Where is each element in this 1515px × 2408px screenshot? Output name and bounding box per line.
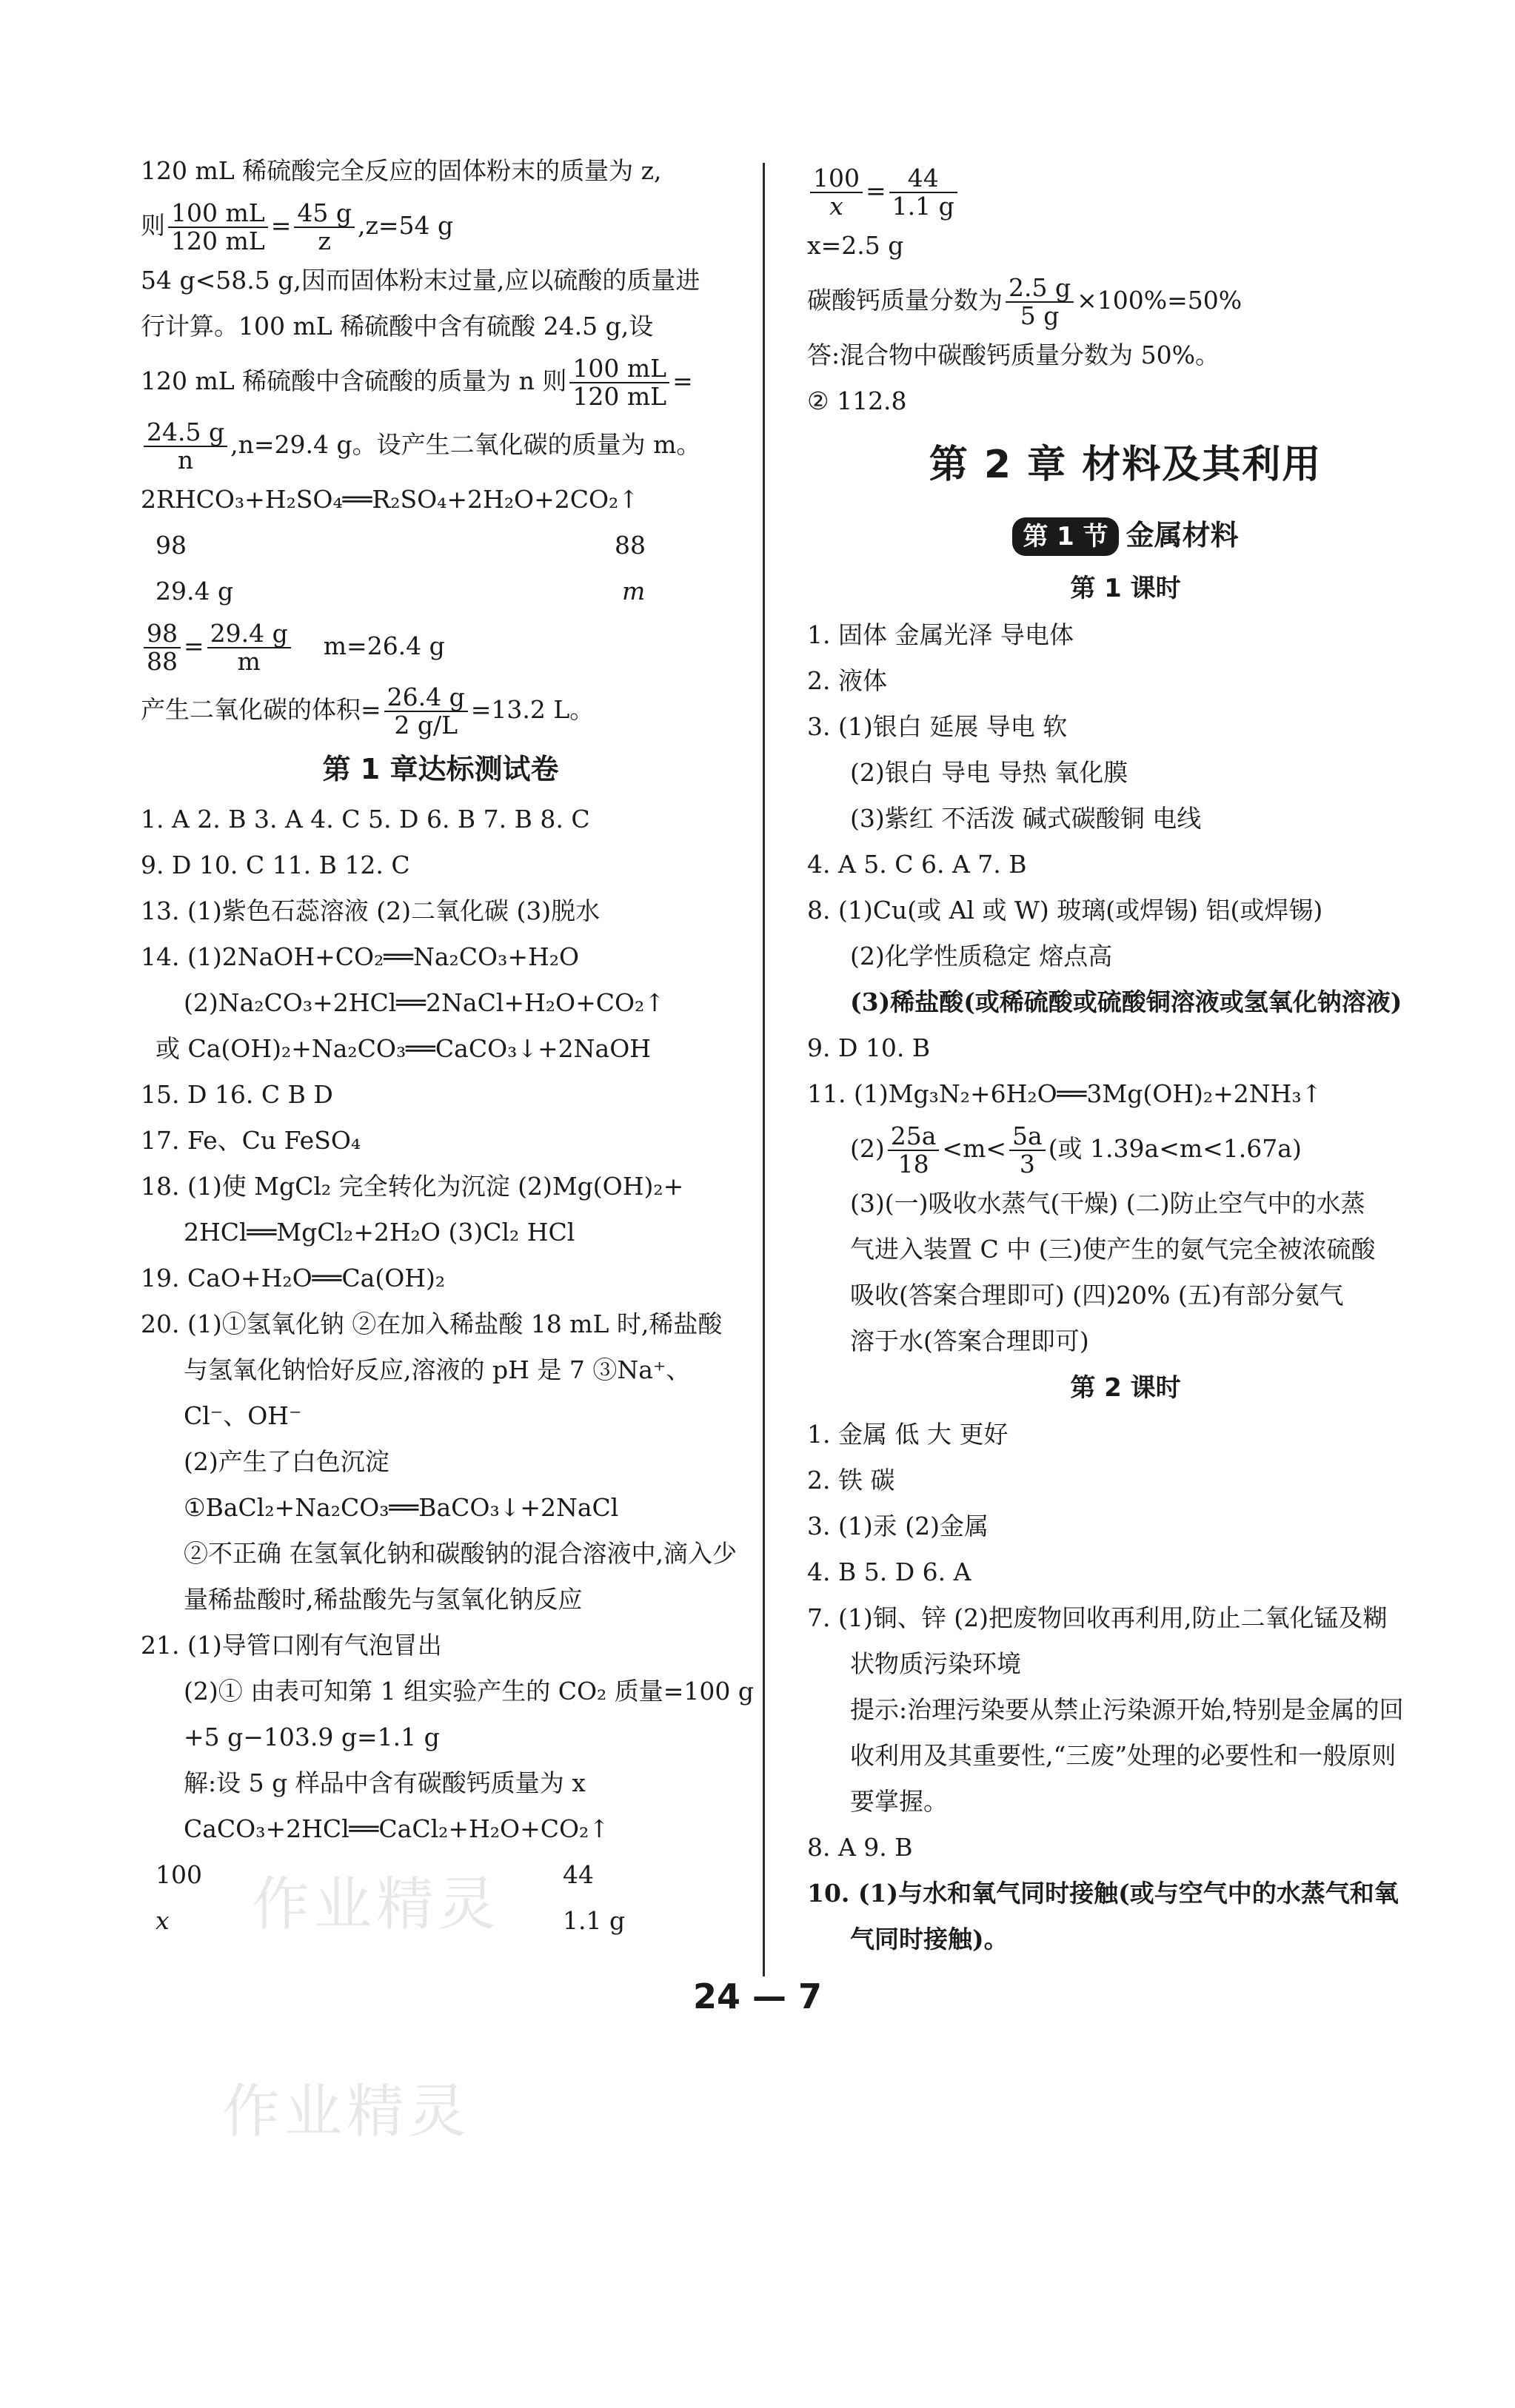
answer-line: ②不正确 在氢氧化钠和碳酸钠的混合溶液中,滴入少 <box>184 1539 737 1568</box>
fraction: $\frac{25a}{18}$ <box>888 1123 940 1178</box>
answer-line: 10. (1)与水和氧气同时接触(或与空气中的水蒸气和氧 <box>807 1879 1399 1908</box>
equation-line: $\frac{98}{88}$ = $\frac{29.4 g}{m}$ m=26.4 g <box>141 614 740 678</box>
text-line: 120 mL 稀硫酸完全反应的固体粉末的质量为 z, <box>141 156 662 185</box>
chapter-title: 第 2 章 材料及其利用 <box>929 443 1322 487</box>
answer-line: 3. (1)汞 (2)金属 <box>807 1512 989 1540</box>
answer-line: 2HCl══MgCl₂+2H₂O (3)Cl₂ HCl <box>184 1218 575 1247</box>
equation-value: 98 <box>155 531 187 560</box>
answer-line: (3)紫红 不活泼 碱式碳酸铜 电线 <box>850 804 1202 833</box>
watermark: 作业精灵 <box>222 2079 472 2145</box>
answer-line: ①BaCl₂+Na₂CO₃══BaCO₃↓+2NaCl <box>184 1493 619 1522</box>
answer-line: 21. (1)导管口刚有气泡冒出 <box>141 1631 442 1660</box>
fraction: $\frac{100}{x}$ <box>810 165 863 221</box>
answer-line: 气同时接触)。 <box>850 1925 1009 1953</box>
answer-line: 气进入装置 C 中 (三)使产生的氨气完全被浓硫酸 <box>850 1235 1376 1264</box>
answer-line: 9. D 10. B <box>807 1033 931 1062</box>
answer-line: (2)化学性质稳定 熔点高 <box>850 942 1113 970</box>
answer-line: 要掌握。 <box>850 1787 948 1816</box>
answer-line: 7. (1)铜、锌 (2)把废物回收再利用,防止二氧化锰及糊 <box>807 1603 1388 1632</box>
answer-line: (2)银白 导电 导热 氧化膜 <box>850 758 1128 787</box>
text-line: ② 112.8 <box>807 386 907 415</box>
equation-line: 则 $\frac{100 mL}{120 mL}$ = $\frac{45 g}{z}$ ,z=54 g <box>141 198 454 255</box>
text-line: 行计算。100 mL 稀硫酸中含有硫酸 24.5 g,设 <box>141 312 654 341</box>
section-header <box>807 506 1444 565</box>
fraction: $\frac{44}{1.1 g}$ <box>889 165 957 221</box>
answer-line: 4. A 5. C 6. A 7. B <box>807 850 1027 879</box>
equation-value: 100 <box>155 1860 202 1889</box>
answer-line: 8. (1)Cu(或 Al 或 W) 玻璃(或焊锡) 铝(或焊锡) <box>807 896 1323 925</box>
answer-line: +5 g−103.9 g=1.1 g <box>184 1723 440 1751</box>
answer-line: 1. 金属 低 大 更好 <box>807 1420 1009 1449</box>
equation-value: x <box>155 1906 170 1935</box>
chemical-equation: CaCO₃+2HCl══CaCl₂+H₂O+CO₂↑ <box>184 1814 609 1843</box>
equation-line: $\frac{100}{x}$ = $\frac{44}{1.1 g}$ <box>807 159 1444 223</box>
equation-values-row <box>141 523 740 569</box>
equation-value: 1.1 g <box>563 1906 626 1935</box>
fraction: $\frac{98}{88}$ <box>144 620 181 676</box>
right-column <box>807 159 1444 1962</box>
answer-line: 20. (1)①氢氧化钠 ②在加入稀盐酸 18 mL 时,稀盐酸 <box>141 1309 723 1338</box>
answer-line: 1. 固体 金属光泽 导电体 <box>807 620 1074 649</box>
equation-values-row <box>141 569 740 614</box>
answer-line: 13. (1)紫色石蕊溶液 (2)二氧化碳 (3)脱水 <box>141 896 601 925</box>
text-line: 54 g<58.5 g,因而固体粉末过量,应以硫酸的质量进 <box>141 266 700 295</box>
lesson-title: 第 2 课时 <box>1070 1373 1181 1403</box>
answer-line: 9. D 10. C 11. B 12. C <box>141 851 410 879</box>
test-title: 第 1 章达标测试卷 <box>322 753 559 785</box>
answer-line: 与氢氧化钠恰好反应,溶液的 pH 是 7 ③Na⁺、 <box>184 1355 691 1384</box>
answer-line: 量稀盐酸时,稀盐酸先与氢氧化钠反应 <box>184 1585 583 1614</box>
answer-line: 4. B 5. D 6. A <box>807 1557 971 1586</box>
equation-value: 88 <box>615 531 646 560</box>
equation-value: m <box>622 577 646 606</box>
answer-line: Cl⁻、OH⁻ <box>184 1401 302 1430</box>
answer-line: 状物质污染环境 <box>850 1649 1021 1678</box>
answer-line: 收利用及其重要性,“三废”处理的必要性和一般原则 <box>850 1741 1397 1770</box>
fraction: $\frac{5a}{3}$ <box>1009 1123 1046 1178</box>
answer-line: 或 Ca(OH)₂+Na₂CO₃══CaCO₃↓+2NaOH <box>155 1034 652 1063</box>
lesson-title: 第 1 课时 <box>1070 574 1181 603</box>
text-line: 答:混合物中碳酸钙质量分数为 50%。 <box>807 341 1220 369</box>
fraction: $\frac{100 mL}{120 mL}$ <box>168 200 268 255</box>
answer-line: (2)① 由表可知第 1 组实验产生的 CO₂ 质量=100 g <box>184 1677 754 1706</box>
answer-line: 解:设 5 g 样品中含有碳酸钙质量为 x <box>184 1768 586 1797</box>
answer-line: 8. A 9. B <box>807 1833 913 1862</box>
watermark: 作业精灵 <box>252 1871 501 1938</box>
answer-line: 溶于水(答案合理即可) <box>850 1327 1089 1355</box>
equation-value: 29.4 g <box>155 577 234 606</box>
answer-line: 3. (1)银白 延展 导电 软 <box>807 712 1068 741</box>
section-title: 金属材料 <box>1126 519 1239 551</box>
answer-line: (3)稀盐酸(或稀硫酸或硫酸铜溶液或氢氧化钠溶液) <box>850 987 1402 1016</box>
fraction: $\frac{24.5 g}{n}$ <box>144 419 227 474</box>
answer-line: 11. (1)Mg₃N₂+6H₂O══3Mg(OH)₂+2NH₃↑ <box>807 1079 1322 1108</box>
answer-line: 19. CaO+H₂O══Ca(OH)₂ <box>141 1264 446 1292</box>
equation-line: 碳酸钙质量分数为 $\frac{2.5 g}{5 g}$ ×100%=50% <box>807 272 1243 330</box>
text-line: x=2.5 g <box>807 231 904 260</box>
fraction: $\frac{2.5 g}{5 g}$ <box>1006 275 1074 330</box>
page-number: 24 — 7 <box>692 1976 823 2016</box>
answer-line: 2. 液体 <box>807 666 887 695</box>
fraction: $\frac{45 g}{z}$ <box>294 200 355 255</box>
equation-value: 44 <box>563 1860 594 1889</box>
answer-line: (2)Na₂CO₃+2HCl══2NaCl+H₂O+CO₂↑ <box>184 988 665 1017</box>
answer-line: 18. (1)使 MgCl₂ 完全转化为沉淀 (2)Mg(OH)₂+ <box>141 1172 684 1201</box>
equation-line: (2) $\frac{25a}{18}$ <m< $\frac{5a}{3}$ (或 1.39a<m<1.67a) <box>850 1121 1302 1178</box>
answer-line: 17. Fe、Cu FeSO₄ <box>141 1126 361 1155</box>
equation-line: 产生二氧化碳的体积= $\frac{26.4 g}{2 g/L}$ =13.2 L。 <box>141 682 595 739</box>
answer-line: 15. D 16. C B D <box>141 1080 333 1109</box>
answer-line: 吸收(答案合理即可) (四)20% (五)有部分氨气 <box>850 1281 1344 1309</box>
left-column <box>141 148 754 1944</box>
fraction: $\frac{100 mL}{120 mL}$ <box>569 355 669 411</box>
answer-line: 2. 铁 碳 <box>807 1466 895 1495</box>
answer-line: 14. (1)2NaOH+CO₂══Na₂CO₃+H₂O <box>141 942 580 971</box>
answer-line: (2)产生了白色沉淀 <box>184 1447 389 1476</box>
answer-line: 提示:治理污染要从禁止污染源开始,特别是金属的回 <box>850 1695 1404 1724</box>
column-divider <box>763 163 765 1976</box>
chemical-equation: 2RHCO₃+H₂SO₄══R₂SO₄+2H₂O+2CO₂↑ <box>141 485 639 514</box>
fraction: $\frac{26.4 g}{2 g/L}$ <box>384 684 468 739</box>
section-badge: 第 1 节 <box>1012 517 1118 556</box>
answer-line: 1. A 2. B 3. A 4. C 5. D 6. B 7. B 8. C <box>141 805 590 834</box>
equation-line: $\frac{24.5 g}{n}$ ,n=29.4 g。设产生二氧化碳的质量为 m。 <box>141 413 740 477</box>
fraction: $\frac{29.4 g}{m}$ <box>207 620 291 676</box>
equation-line: 120 mL 稀硫酸中含硫酸的质量为 n 则 $\frac{100 mL}{120 mL}$ = <box>141 353 693 411</box>
answer-line: (3)(一)吸收水蒸气(干燥) (二)防止空气中的水蒸 <box>850 1189 1365 1218</box>
